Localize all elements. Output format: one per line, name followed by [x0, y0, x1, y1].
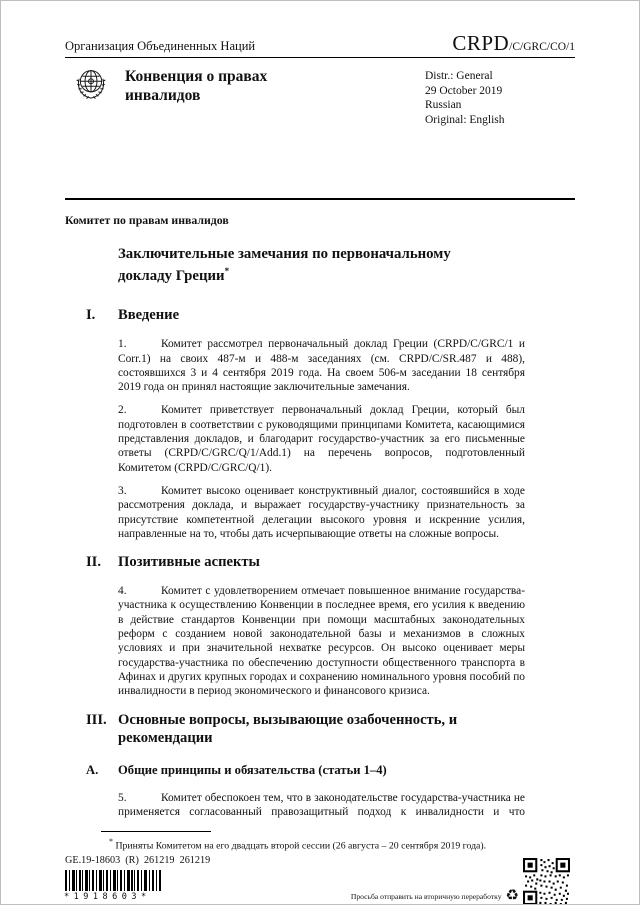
section-heading-introduction — [86, 306, 525, 325]
document-header — [65, 31, 575, 56]
section-number: III. — [86, 711, 107, 728]
section-heading-positive-aspects — [86, 553, 525, 572]
footnote-reference: * — [224, 265, 230, 276]
organization-name: Организация Объединенных Наций — [65, 39, 256, 53]
document-title-text: Заключительные замечания по первоначальному докладу Греции — [118, 246, 451, 284]
original-language-line: Original: English — [425, 113, 505, 126]
footnote-separator — [101, 831, 211, 832]
date-line: 29 October 2019 — [425, 84, 503, 97]
language-line: Russian — [425, 99, 462, 111]
distribution-block — [425, 69, 505, 127]
barcode-number: *1918603* — [64, 892, 151, 902]
paragraph-5 — [118, 791, 525, 820]
paragraph-text: Комитет обеспокоен тем, что в законодательстве государства-участника не применяется согласованный правозащитный подход к инвалидности и что — [118, 791, 525, 819]
footnote-text: Приняты Комитетом на его двадцать второй сессии (26 августа – 20 сентября 2019 года). — [115, 840, 487, 852]
paragraph-text: Комитет высоко оценивает конструктивный диалог, состоявшийся в ходе рассмотрения доклада, и выражает государству-участнику признательность за присутствие компетентной делегации высокого уровня и искренние усилия, направленные на то, чтобы дать исчерпывающие ответы на сложные вопросы. — [118, 484, 525, 540]
section-title: Введение — [118, 307, 180, 324]
subsection-title: Общие принципы и обязательства (статьи 1–4) — [118, 763, 387, 778]
distr-line: Distr.: General — [425, 70, 493, 82]
masthead-divider — [65, 198, 575, 200]
paragraph-number: 2. — [118, 404, 127, 417]
header-divider — [65, 57, 575, 58]
paragraph-number: 4. — [118, 585, 127, 598]
recycle-text: Просьба отправить на вторичную переработку — [350, 892, 502, 901]
paragraph-number: 5. — [118, 791, 127, 804]
section-heading-concerns — [86, 711, 525, 749]
section-title: Основные вопросы, вызывающие озабоченность, и рекомендации — [118, 711, 458, 747]
qr-code-icon — [523, 858, 570, 905]
footnote-area — [65, 831, 525, 853]
paragraph-4 — [118, 584, 525, 698]
publication-title: Конвенция о правах инвалидов — [125, 68, 268, 104]
un-emblem-icon — [71, 65, 111, 110]
section-number: II. — [86, 554, 102, 571]
paragraph-number: 3. — [118, 484, 127, 497]
subsection-heading-general-principles — [86, 762, 525, 778]
paragraph-text: Комитет приветствует первоначальный доклад Греции, который был подготовлен в соответствии с руководящими принципами Комитета, касающимися представления докладов, и благодарит государство-участник за его письменные ответы (CRPD/C/GRC/Q/1/Add.1) на перечень вопросов, подготовленный Комитетом (CRPD/C/GRC/Q/1). — [118, 404, 525, 474]
paragraph-text: Комитет с удовлетворением отмечает повышенное внимание государства-участника к осуществлению Конвенции в последнее время, его усилия к введению в действие стандартов Конвенции при помощи масштабных законодательных реформ с созданием новой законодательной базы и механизмов в сложных условиях и при значительной нехватке ресурсов. Он высоко оценивает меры государства-участника по обеспечению доступности общественного транспорта в Афинах и других крупных городах и сохранению номинального уровня пособий по инвалидности в период экономического и финансового кризиса. — [118, 585, 525, 698]
document-body — [65, 213, 525, 827]
committee-name: Комитет по правам инвалидов — [65, 213, 229, 227]
footnote-marker: * — [109, 837, 113, 846]
recycle-icon: ♻ — [505, 888, 519, 904]
paragraph-text: Комитет рассмотрел первоначальный доклад Греции (CRPD/C/GRC/1 и Corr.1) на своих 487-м и 488-м заседаниях (см. CRPD/C/SR.487 и 488), состоявшихся 3 и 4 сентября 2019 года. На своем 506-м заседании 18 сентября 2019 года он принял настоящие заключительные замечания. — [118, 338, 525, 394]
paragraph-2 — [118, 403, 525, 474]
document-symbol-suffix: /C/GRC/CO/1 — [509, 41, 575, 53]
subsection-letter: A. — [86, 763, 99, 778]
section-number: I. — [86, 307, 96, 324]
paragraph-number: 1. — [118, 338, 127, 351]
paragraph-1 — [118, 337, 525, 394]
document-title — [118, 244, 486, 286]
recycle-note — [309, 889, 519, 904]
document-symbol — [452, 31, 575, 56]
section-title: Позитивные аспекты — [118, 554, 260, 571]
document-symbol-prefix: CRPD — [452, 31, 510, 55]
masthead — [65, 63, 575, 197]
paragraph-3 — [118, 484, 525, 541]
footnote — [109, 837, 525, 853]
ge-distribution-number: GE.19-18603 (R) 261219 261219 — [65, 855, 211, 866]
